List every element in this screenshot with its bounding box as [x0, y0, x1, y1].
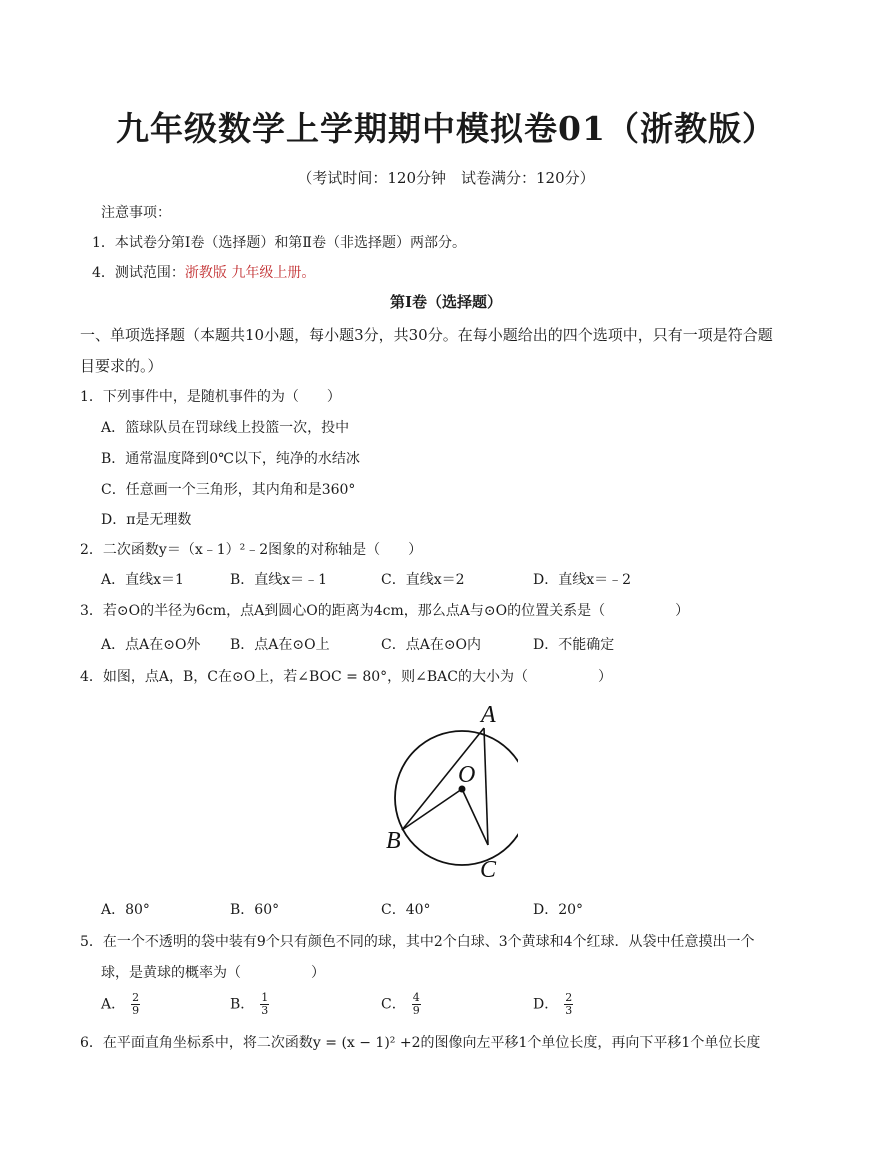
chord-ac	[484, 728, 488, 845]
question-5-option-b	[230, 992, 269, 1017]
fraction	[131, 992, 140, 1017]
question-4-stem: 4．如图，点A，B，C在⊙O上，若∠BOC = 80°，则∠BAC的大小为（ ）	[80, 669, 612, 685]
numerator: 1	[261, 991, 269, 1004]
question-2-option-b: B．直线x＝﹣1	[230, 572, 328, 588]
question-5-option-c	[381, 992, 421, 1017]
label-c: C	[480, 857, 497, 883]
numerator: 2	[565, 991, 573, 1004]
option-letter: C．	[381, 996, 406, 1013]
question-5-option-a	[101, 992, 140, 1017]
question-1-option-a: A．篮球队员在罚球线上投篮一次，投中	[101, 420, 350, 436]
option-letter: D．	[533, 996, 559, 1013]
question-4-option-b: B．60°	[230, 902, 280, 918]
option-letter: B．	[230, 996, 255, 1013]
denominator: 3	[565, 1004, 573, 1017]
question-2-option-a: A．直线x＝1	[101, 572, 184, 588]
label-a: A	[481, 702, 496, 728]
note-item-1: 1．本试卷分第Ⅰ卷（选择题）和第Ⅱ卷（非选择题）两部分。	[92, 235, 466, 251]
question-5-stem-line-1: 5．在一个不透明的袋中装有9个只有颜色不同的球，其中2个白球、3个黄球和4个红球．从袋中任意摸出一个	[80, 934, 755, 950]
section-title: 第Ⅰ卷（选择题）	[389, 293, 503, 311]
fraction	[564, 992, 573, 1017]
question-6-stem: 6．在平面直角坐标系中，将二次函数y = (x − 1)² +2的图像向左平移1个单位长度，再向下平移1个单位长度	[80, 1035, 761, 1051]
page-title: 九年级数学上学期期中模拟卷01（浙教版）	[116, 109, 776, 148]
note-item-4	[92, 262, 315, 282]
question-2-option-d: D．直线x＝﹣2	[533, 572, 632, 588]
question-1-option-b: B．通常温度降到0℃以下，纯净的水结冰	[101, 451, 360, 467]
note-item-4-prefix: 4．测试范围：	[92, 265, 185, 281]
numerator: 2	[132, 991, 140, 1004]
question-5-option-d	[533, 992, 573, 1017]
exam-info-subtitle: （考试时间：120分钟 试卷满分：120分）	[297, 169, 595, 187]
question-1-option-d: D．π是无理数	[101, 512, 192, 528]
circle-geometry-figure	[378, 696, 518, 886]
fraction	[412, 992, 421, 1017]
numerator: 4	[412, 991, 420, 1004]
notes-heading: 注意事项：	[101, 205, 171, 221]
question-3-option-b: B．点A在⊙O上	[230, 637, 330, 653]
question-4-option-d: D．20°	[533, 902, 584, 918]
circle-o	[395, 731, 518, 865]
note-item-4-scope: 浙教版 九年级上册。	[184, 265, 316, 281]
radius-ob	[402, 789, 462, 830]
denominator: 9	[412, 1004, 420, 1017]
denominator: 3	[261, 1004, 269, 1017]
radius-oc	[462, 789, 488, 845]
question-3-option-a: A．点A在⊙O外	[101, 637, 201, 653]
question-5-stem-line-2: 球，是黄球的概率为（ ）	[101, 965, 325, 981]
question-3-option-d: D．不能确定	[533, 637, 615, 653]
question-3-stem: 3．若⊙O的半径为6cm，点A到圆心O的距离为4cm，那么点A与⊙O的位置关系是（ ）	[80, 603, 690, 619]
instruction-line-1: 一、单项选择题（本题共10小题，每小题3分，共30分。在每小题给出的四个选项中，只有一项是符合题	[80, 326, 773, 344]
option-letter: A．	[101, 996, 126, 1013]
question-2-stem: 2．二次函数y＝（x﹣1）²﹣2图象的对称轴是（ ）	[80, 542, 423, 558]
label-b: B	[386, 828, 401, 854]
fraction	[260, 992, 269, 1017]
question-1-option-c: C．任意画一个三角形，其内角和是360°	[101, 482, 356, 498]
question-4-option-c: C．40°	[381, 902, 431, 918]
question-3-option-c: C．点A在⊙O内	[381, 637, 482, 653]
label-o: O	[458, 762, 476, 788]
question-2-option-c: C．直线x＝2	[381, 572, 465, 588]
question-1-stem: 1．下列事件中，是随机事件的为（ ）	[80, 389, 341, 405]
question-4-option-a: A．80°	[101, 902, 150, 918]
instruction-line-2: 目要求的。）	[80, 357, 163, 375]
denominator: 9	[132, 1004, 140, 1017]
